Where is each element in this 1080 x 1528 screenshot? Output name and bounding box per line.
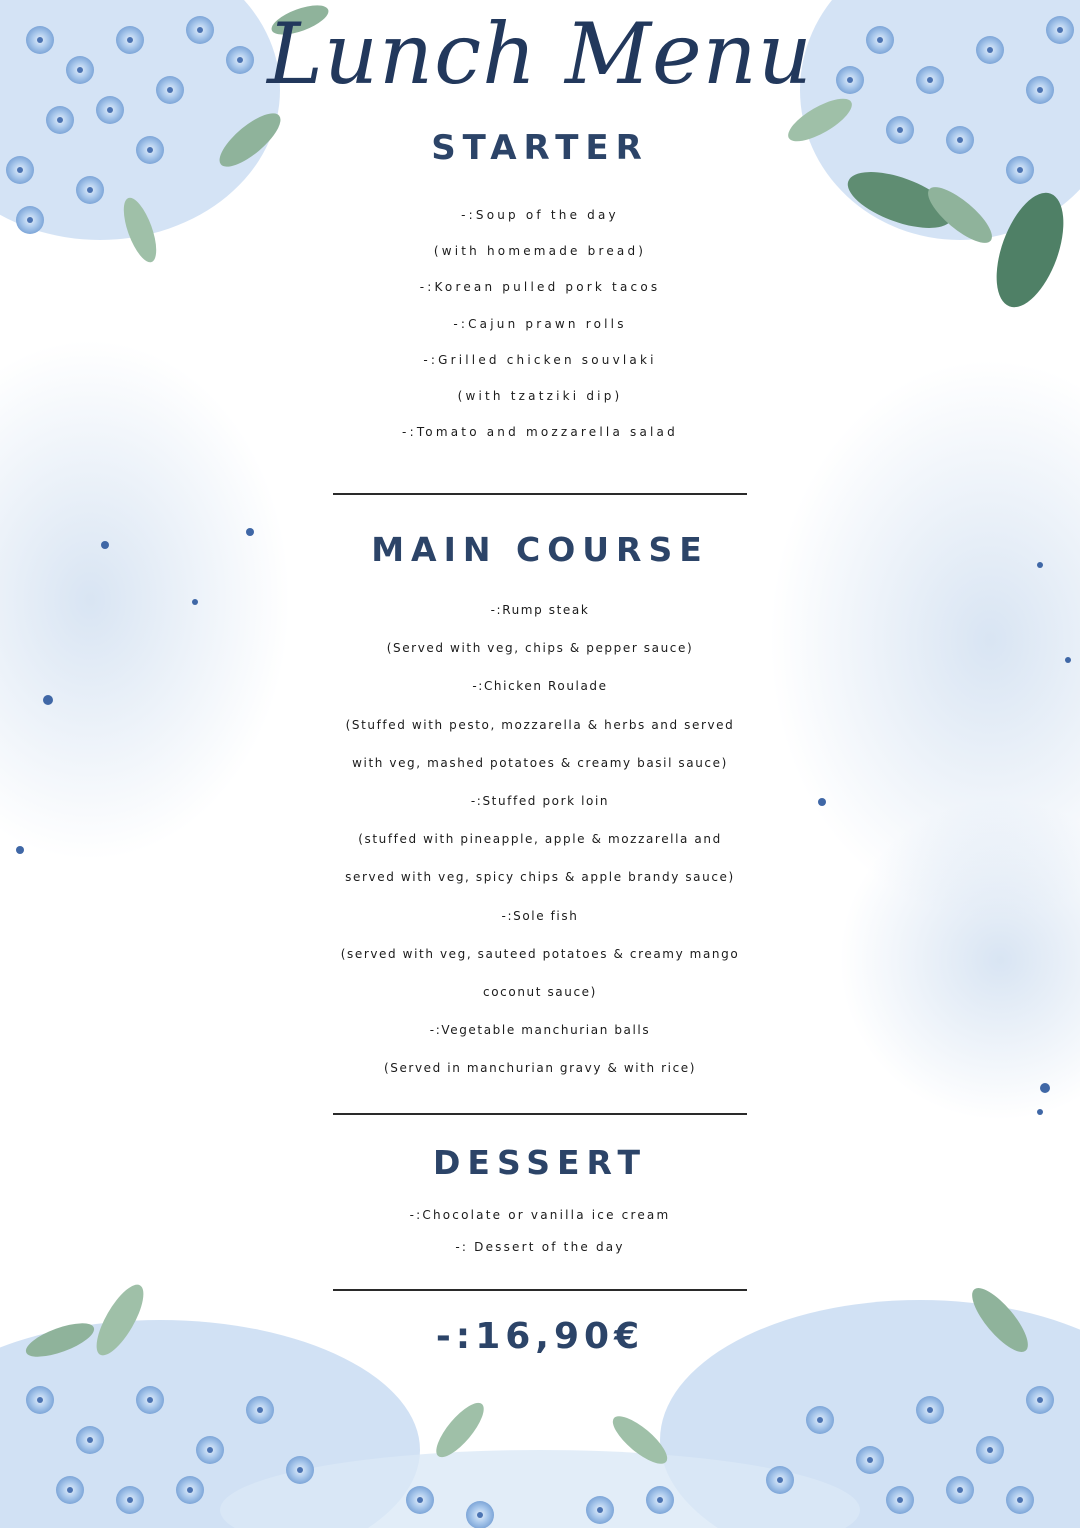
divider xyxy=(333,1113,747,1115)
starter-list xyxy=(0,197,1080,450)
list-item: (with tzatziki dip) xyxy=(457,389,623,404)
main-course-list xyxy=(0,591,1080,1088)
dessert-heading: DESSERT xyxy=(433,1143,647,1182)
list-item: (served with veg, sauteed potatoes & creamy mango xyxy=(340,946,740,961)
divider xyxy=(333,1289,747,1291)
list-item: -:Stuffed pork loin xyxy=(470,794,610,809)
menu-price: -:16,90€ xyxy=(435,1316,645,1357)
list-item: -:Vegetable manchurian balls xyxy=(429,1023,651,1038)
divider xyxy=(333,493,747,495)
list-item: served with veg, spicy chips & apple brandy sauce) xyxy=(345,870,735,885)
list-item: coconut sauce) xyxy=(483,985,597,1000)
list-item: -:Sole fish xyxy=(501,908,579,923)
list-item: (with homemade bread) xyxy=(433,244,647,259)
list-item: (Served with veg, chips & pepper sauce) xyxy=(386,641,694,656)
list-item: -:Soup of the day xyxy=(461,208,619,222)
list-item: (Stuffed with pesto, mozzarella & herbs and served xyxy=(345,717,735,732)
starter-heading: STARTER xyxy=(431,128,649,168)
list-item: (stuffed with pineapple, apple & mozzarella and xyxy=(358,832,722,847)
list-item: -:Grilled chicken souvlaki xyxy=(423,352,657,367)
list-item: -: Dessert of the day xyxy=(455,1240,625,1254)
list-item: -:Tomato and mozzarella salad xyxy=(402,425,678,440)
menu-title: Lunch Menu xyxy=(267,5,813,103)
main-course-heading: MAIN COURSE xyxy=(371,530,709,569)
list-item: -:Chocolate or vanilla ice cream xyxy=(409,1208,671,1222)
list-item: -:Cajun prawn rolls xyxy=(453,316,627,331)
dessert-list xyxy=(0,1199,1080,1263)
list-item: (Served in manchurian gravy & with rice) xyxy=(383,1061,697,1076)
list-item: with veg, mashed potatoes & creamy basil sauce) xyxy=(352,755,728,770)
list-item: -:Chicken Roulade xyxy=(472,679,608,694)
list-item: -:Korean pulled pork tacos xyxy=(419,280,661,295)
list-item: -:Rump steak xyxy=(490,603,590,617)
